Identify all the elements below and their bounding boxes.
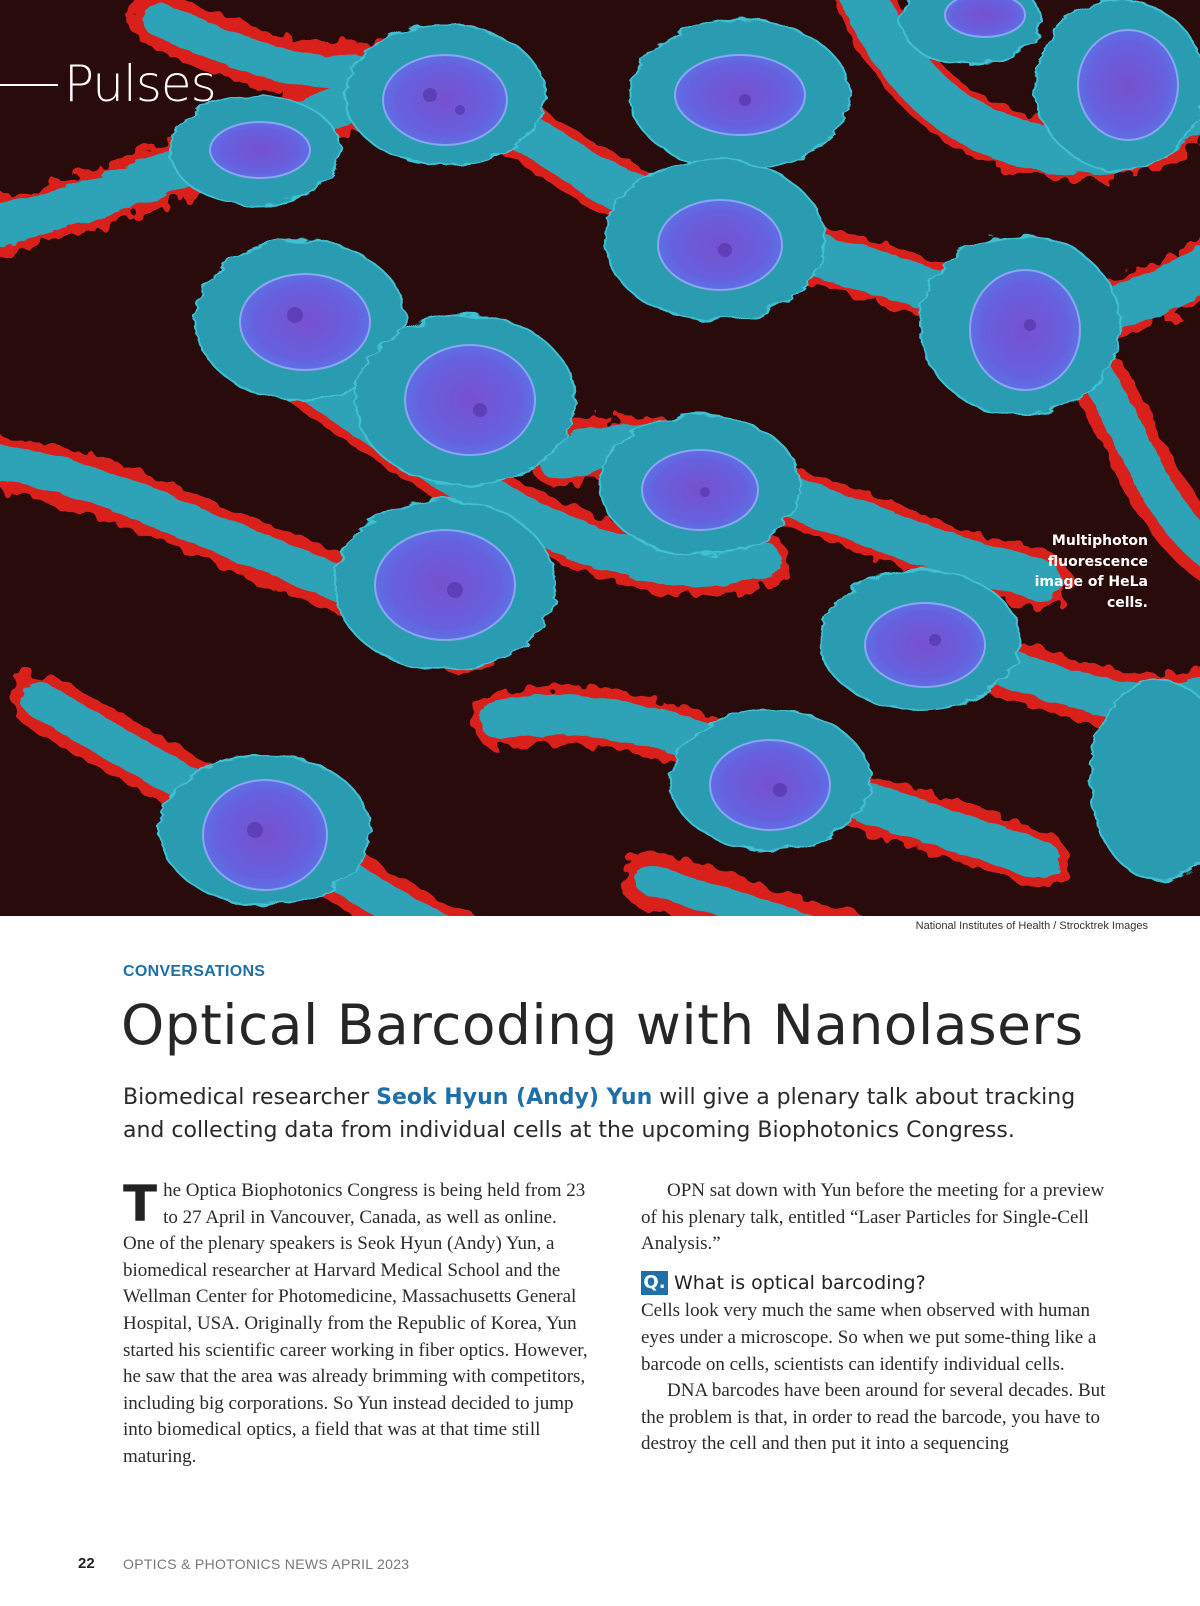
paragraph: Cells look very much the same when observed with human eyes under a microscope. So when we put some-thing like a barcode on cells, scientists can identify individual cells. [641, 1300, 1097, 1375]
right-column [641, 1178, 1111, 1458]
caption-line: cells. [1106, 594, 1148, 611]
drop-cap: T [123, 1175, 158, 1233]
article-kicker: CONVERSATIONS [123, 963, 266, 980]
paragraph [123, 1175, 591, 1471]
paragraph: DNA barcodes have been around for several decades. But the problem is that, in order to read the barcode, you have to destroy the cell and then put it into a sequencing [641, 1380, 1106, 1455]
image-credit: National Institutes of Health / Strocktrek Images [915, 920, 1148, 932]
deck-text: Biomedical researcher [123, 1085, 377, 1110]
researcher-name: Seok Hyun (Andy) Yun [376, 1085, 653, 1110]
question-text: What is optical barcoding? [674, 1271, 926, 1294]
image-caption [968, 531, 1148, 613]
section-rule [0, 84, 58, 86]
section-title: Pulses [64, 55, 216, 113]
caption-line: Multiphoton [1051, 533, 1148, 549]
publication-info: OPTICS & PHOTONICS NEWS APRIL 2023 [123, 1556, 410, 1572]
paragraph: OPN sat down with Yun before the meeting for a preview of his plenary talk, entitled “Laser Particles for Single-Cell Analysis.” [641, 1180, 1105, 1255]
page-number: 22 [78, 1555, 95, 1572]
question-badge: Q. [641, 1271, 668, 1295]
article-deck [123, 1081, 1083, 1147]
article-title: Optical Barcoding with Nanolasers [121, 993, 1084, 1057]
question-heading [641, 1270, 1111, 1297]
paragraph-text: he Optica Biophotonics Congress is being held from 23 to 27 April in Vancouver, Canada, as well as online. One of the plenary speakers is Seok Hyun (Andy) Yun, a biomedical researcher at Harvard Medical School and the Wellman Center for Photomedicine, Massachusetts General Hospital, USA. Originally from the Republic of Korea, Yun started his scientific career working in fiber optics. However, he saw that the area was already brimming with competitors, including big corporations. So Yun instead decided to jump into biomedical optics, a field that was at that time still maturing. [123, 1180, 588, 1467]
deck-text: will give a plenary talk about tracking and collecting data from individual cells at the upcoming Biophotonics Congress. [123, 1085, 1076, 1143]
caption-line: image of HeLa [1034, 574, 1148, 590]
caption-line: fluorescence [1047, 553, 1148, 570]
left-column [123, 1175, 591, 1471]
